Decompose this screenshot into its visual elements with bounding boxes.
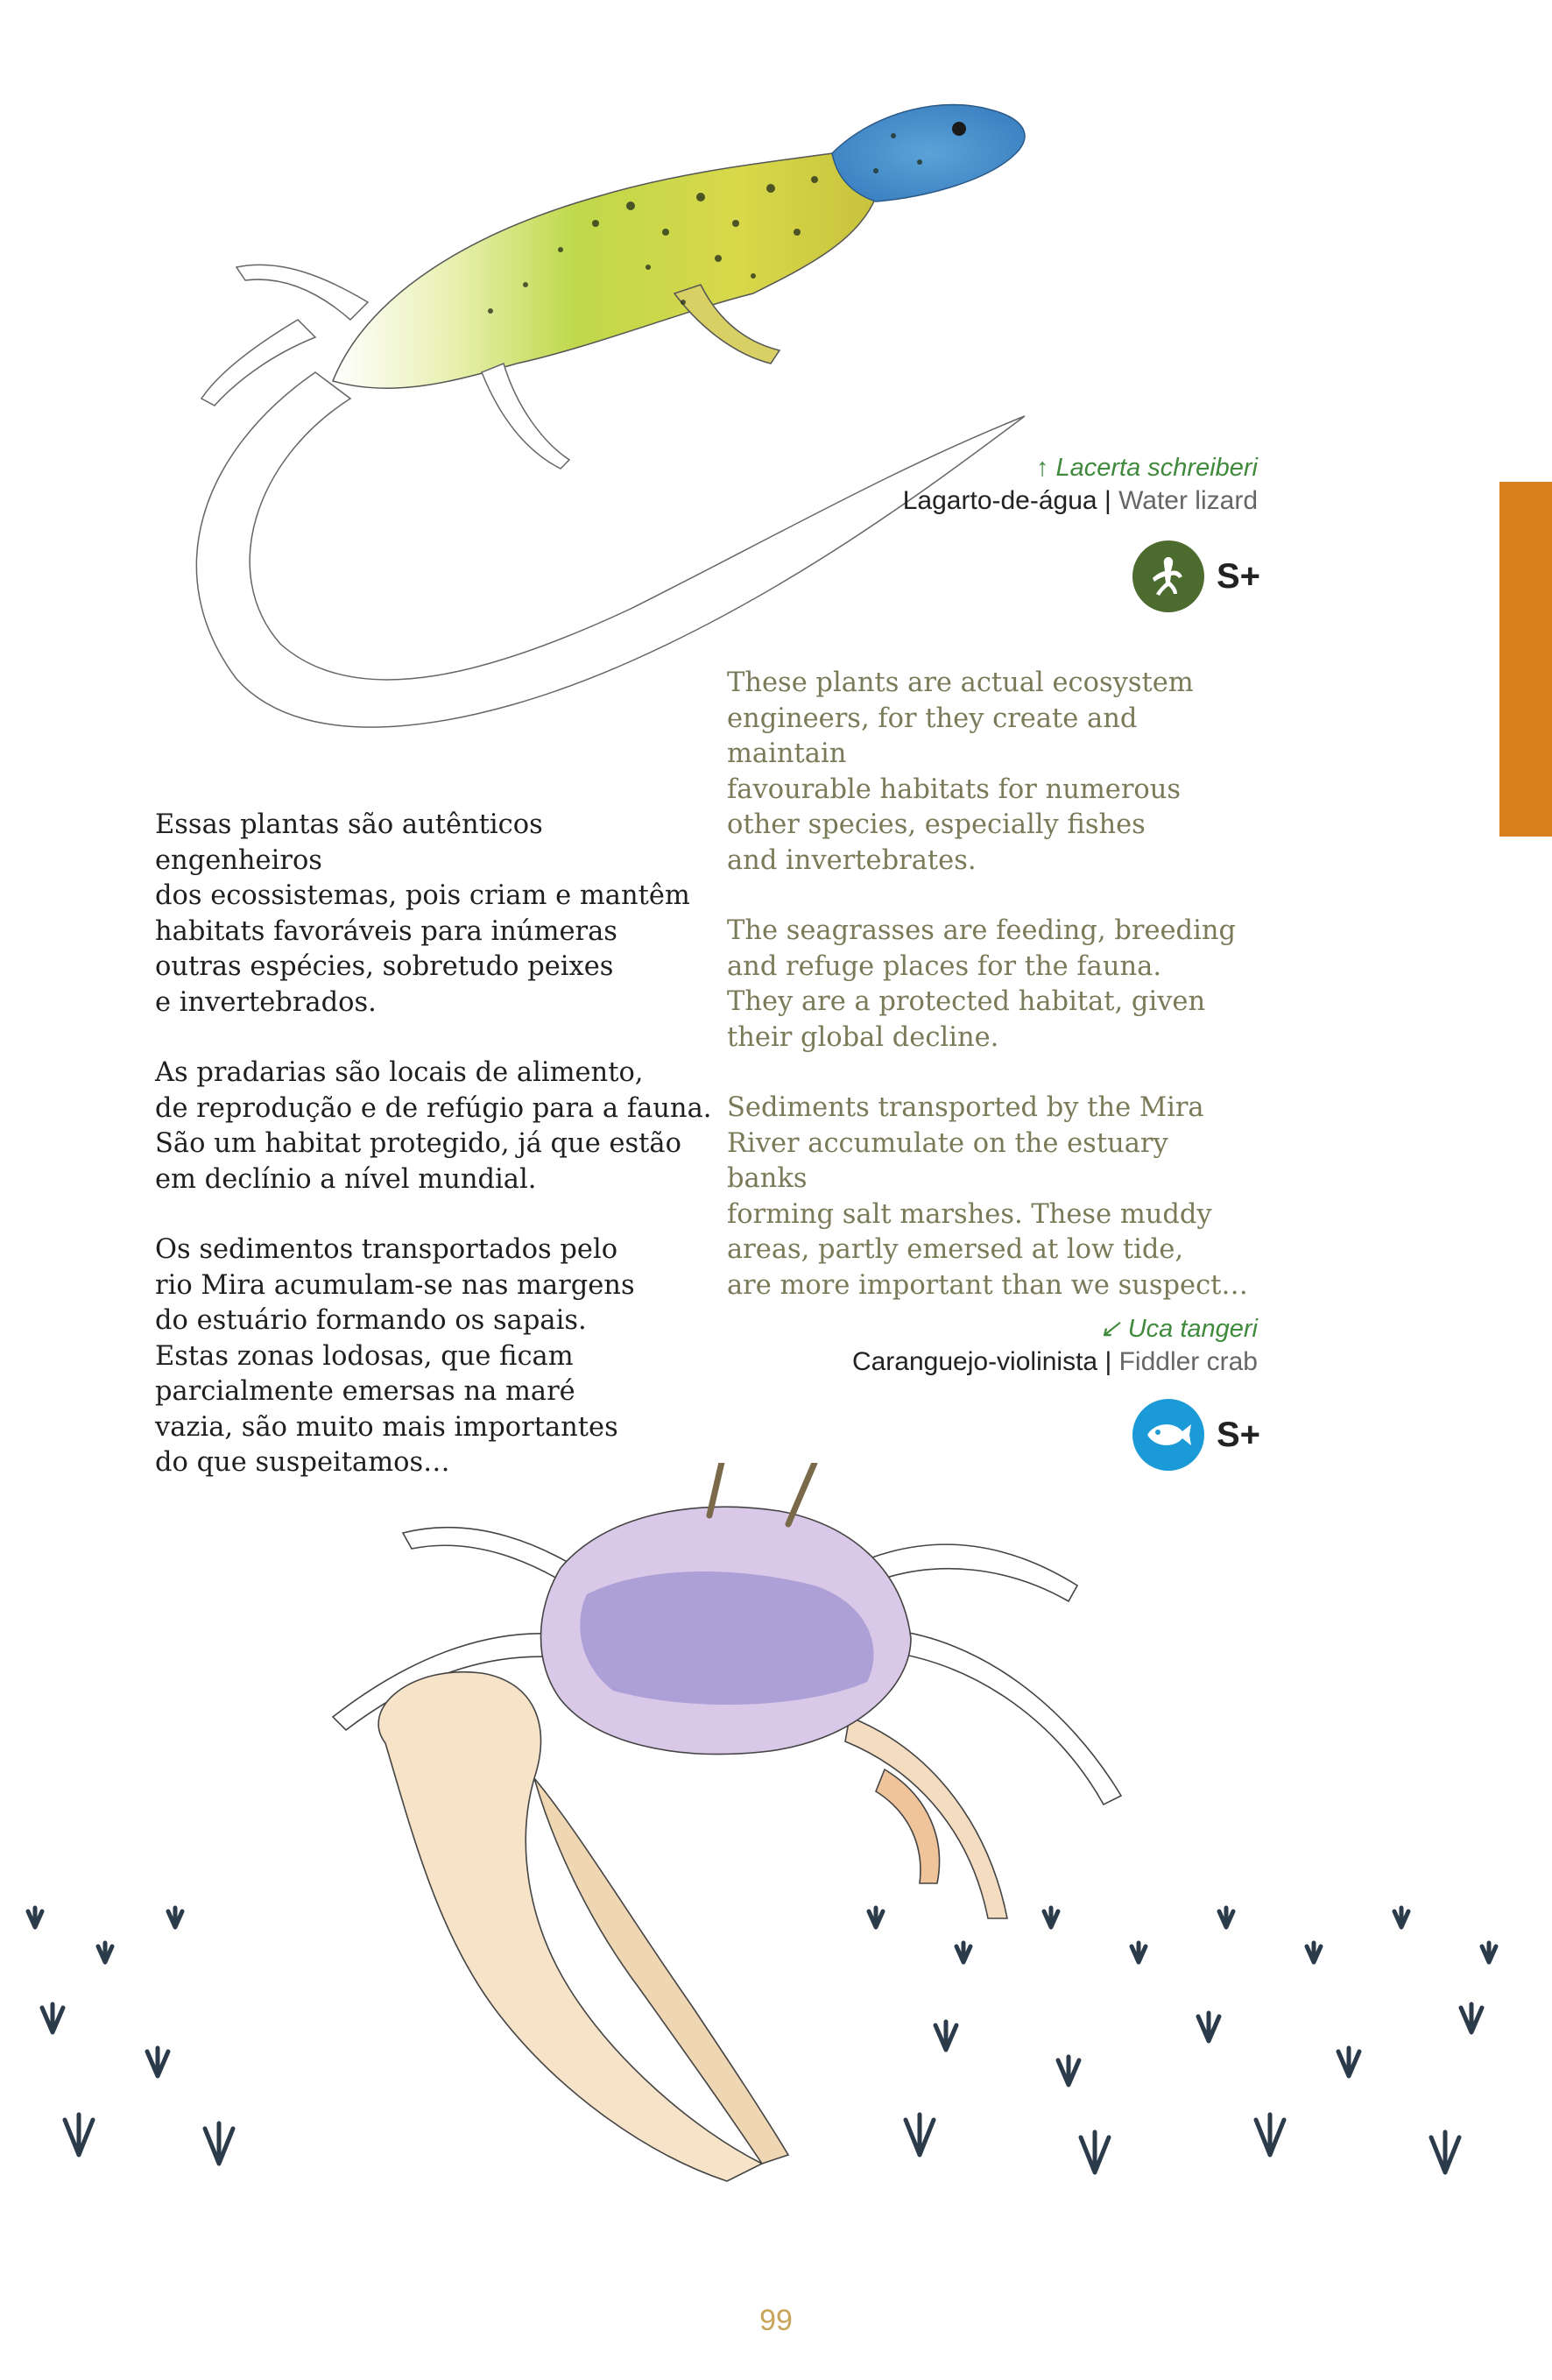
english-paragraph-1: These plants are actual ecosystem engineers, for they create and maintain favourable habitats for numerous other species, especially fishes and invertebrates.: [727, 667, 1194, 876]
portuguese-text-column: [155, 808, 716, 1516]
up-arrow-icon: ↑: [1035, 454, 1049, 482]
lizard-common-name-line: [903, 484, 1258, 518]
portuguese-paragraph-2: As pradarias são locais de alimento, de reprodução e de refúgio para a fauna. São um habitat protegido, já que estão em declínio a nível mundial.: [155, 1057, 712, 1195]
lizard-common-name-pt: Lagarto-de-água: [902, 486, 1097, 515]
lizard-common-name-en: Water lizard: [1118, 486, 1258, 515]
crab-caption: [852, 1312, 1258, 1379]
crab-status-row: [1132, 1399, 1260, 1471]
crab-scientific-name-line: [852, 1312, 1258, 1345]
english-paragraph-3: Sediments transported by the Mira River accumulate on the estuary banks forming salt marshes. These muddy areas, partly emersed at low tide, are more important than we suspect…: [727, 1092, 1248, 1301]
crab-common-name-en: Fiddler crab: [1118, 1347, 1258, 1376]
english-paragraph-2: The seagrasses are feeding, breeding and refuge places for the fauna. They are a protected habitat, given their global decline.: [727, 915, 1236, 1053]
lizard-caption: [903, 451, 1258, 518]
portuguese-paragraph-3: Os sedimentos transportados pelo rio Mira acumulam-se nas margens do estuário formando os sapais. Estas zonas lodosas, que ficam parcialmente emersas na maré vazia, são muito mais importantes do que suspeitamos…: [155, 1234, 635, 1478]
fish-icon: [1132, 1399, 1204, 1471]
english-text-column: [727, 666, 1252, 1338]
portuguese-paragraph-1: Essas plantas são autênticos engenheiros dos ecossistemas, pois criam e mantêm habitats favoráveis para inúmeras outras espécies, sobretudo peixes e invertebrados.: [155, 809, 690, 1018]
lizard-status-row: [1132, 540, 1260, 612]
crab-common-name-pt: Caranguejo-violinista: [851, 1347, 1098, 1376]
lizard-status: S+: [1217, 556, 1261, 596]
lizard-scientific-name: Lacerta schreiberi: [1055, 454, 1258, 482]
crab-status: S+: [1217, 1415, 1261, 1454]
down-left-arrow-icon: ↙: [1099, 1315, 1121, 1343]
page-number: 99: [759, 2304, 793, 2337]
crab-scientific-name: Uca tangeri: [1127, 1315, 1258, 1343]
crab-common-name-line: [852, 1345, 1258, 1379]
lizard-icon: [1132, 540, 1204, 612]
lizard-scientific-name-line: [903, 451, 1258, 484]
crab-illustration: [236, 1463, 1314, 2304]
name-separator: |: [1104, 486, 1111, 515]
name-separator: |: [1104, 1347, 1112, 1376]
chapter-side-tab: [1499, 482, 1552, 837]
